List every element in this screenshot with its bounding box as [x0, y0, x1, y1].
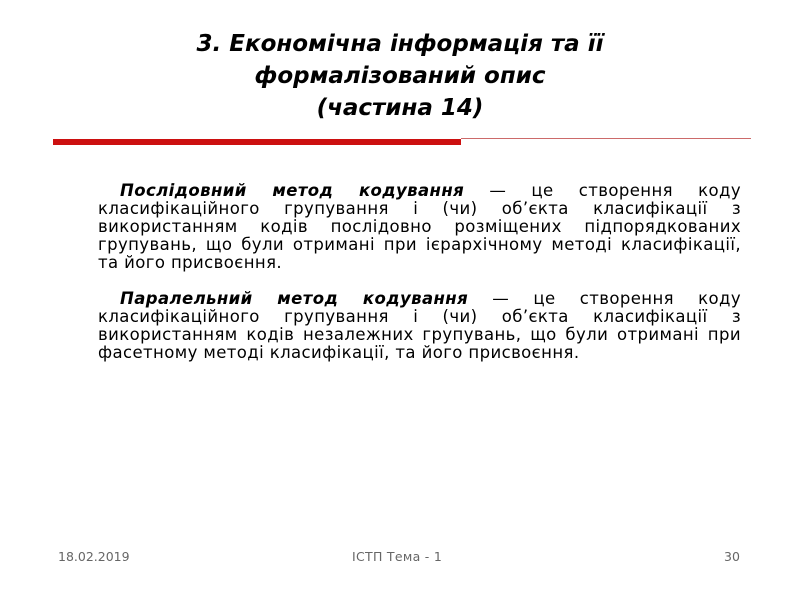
paragraph-sequential-coding: [98, 182, 741, 272]
title-line-1: 3. Економічна інформація та її: [196, 31, 604, 57]
title-line-3: (частина 14): [316, 95, 484, 121]
title-underline-thin: [461, 138, 751, 139]
term-sequential-coding: Послідовний метод кодування: [120, 181, 465, 200]
title-line-2: формалізований опис: [254, 63, 546, 89]
title-underline-accent: [53, 139, 461, 145]
footer-topic: ІСТП Тема - 1: [352, 549, 443, 564]
definition-sequential-coding: — це створення коду класифікаційного групування і (чи) об’єкта класифікації з використанням кодів послідовно розміщених підпорядкованих групувань, що були отримані при ієрархічному методі класифікації, та його присвоєння.: [98, 181, 741, 272]
footer-date: 18.02.2019: [58, 549, 130, 564]
paragraph-parallel-coding: [98, 290, 741, 362]
term-parallel-coding: Паралельний метод кодування: [120, 289, 469, 308]
slide-title: [60, 28, 740, 124]
footer-page-number: 30: [724, 549, 740, 564]
slide-body: [98, 182, 741, 362]
definition-parallel-coding: — це створення коду класифікаційного групування і (чи) об’єкта класифікації з використанням кодів незалежних групувань, що були отримані при фасетному методі класифікації, та його присвоєння.: [98, 289, 741, 362]
